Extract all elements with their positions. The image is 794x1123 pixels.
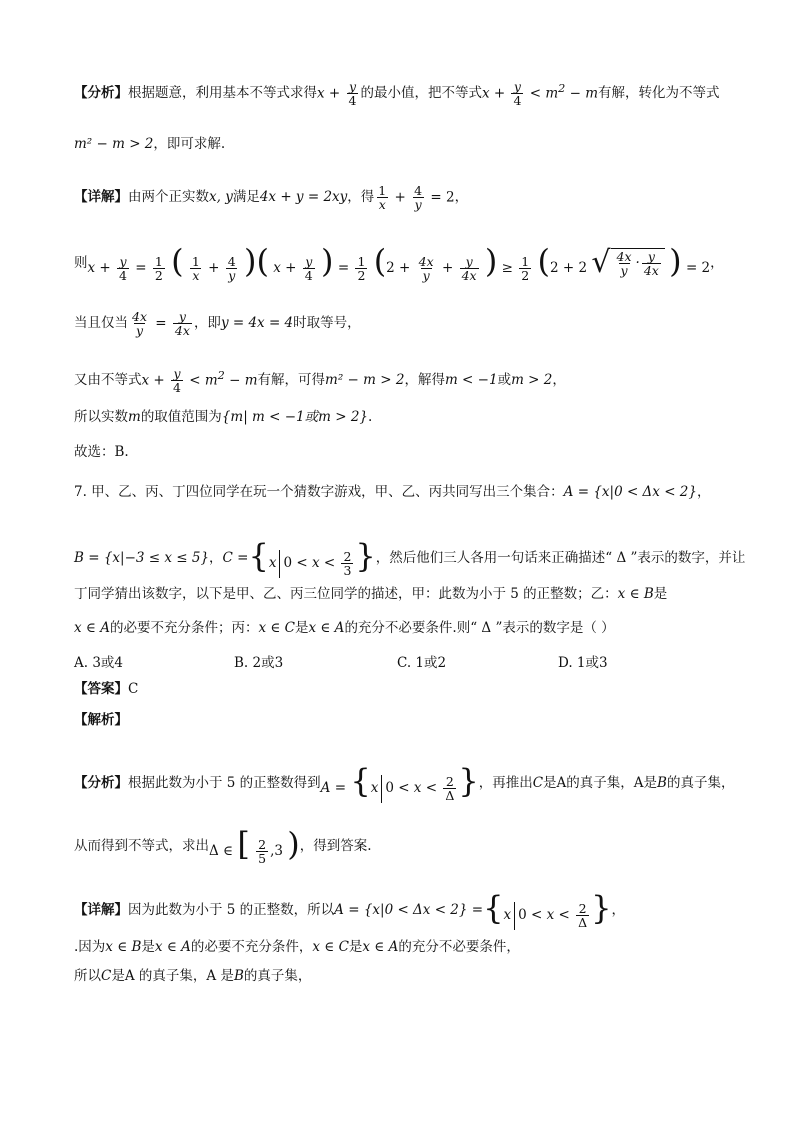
math-expr: x + $\frac{y}{4}$ < $m^2 - m$	[141, 366, 258, 396]
math-expr: x ∈ A	[308, 620, 345, 636]
text: 的最小值，把不等式	[360, 85, 482, 102]
text: 有解，可得	[257, 372, 326, 389]
text: 是	[348, 939, 363, 955]
math-expr: x ∈ C	[312, 939, 349, 955]
text: 的取值范围为	[140, 409, 222, 425]
text: ，再推出	[478, 775, 533, 791]
detail-q7-line-1	[74, 889, 734, 930]
math-expr: x ∈ C	[258, 620, 295, 636]
detail-line-2	[74, 242, 734, 283]
math-expr: x ∈ B	[105, 939, 142, 955]
math-expr: A = {x|0 < Δx < 2}	[563, 484, 697, 500]
math-expr: {m| m < −1或m > 2}	[221, 409, 369, 425]
option-d: D. 1或3	[558, 655, 608, 671]
math-expr: x + $\frac{y}{4}$ < $m^2 - m$	[481, 79, 599, 109]
math-expr: B	[233, 968, 244, 984]
option-a: A. 3或4	[74, 655, 124, 671]
text: 是	[294, 620, 309, 636]
answer-line	[74, 683, 734, 697]
option-c: C. 1或2	[397, 655, 447, 671]
analysis-line-1	[74, 80, 734, 108]
analysis-q7-line-1	[74, 762, 735, 803]
text: 满足	[232, 189, 260, 206]
detail-line-4	[74, 367, 734, 395]
math-expr: {x 0 < x < $\frac{2}{\Delta}$ }	[483, 889, 612, 930]
text: 所以	[74, 968, 101, 984]
text: 7. 甲、乙、丙、丁四位同学在玩一个猜数字游戏，甲、乙、丙共同写出三个集合：	[74, 484, 564, 500]
math-expr: m > 2	[511, 372, 553, 389]
explanation-tag: 【解析】	[74, 712, 128, 728]
math-expr: x + $\frac{y}{4}$ = $\frac{1}{2}$ ( $\frac{1}{x}$ + $\frac{4}{y}$ )( x + $\frac{y}{4}$ ) = $\frac{1}{2}$ (2 + $\frac{4x}{y}$ + $\frac{y}{4x}$ ) ≥ $\frac{1}{2}$ (2 + 2 √ $\frac{4x}{y}$ · $\frac{y}{4x}$ ) = 2	[87, 242, 711, 283]
question-7-line-4	[74, 622, 734, 636]
text: 根据此数为小于 5 的正整数得到	[128, 775, 321, 791]
text: 的充分不必要条件.则“ Δ ”表示的数字是（ ）	[344, 620, 615, 636]
explanation-tag-line	[74, 714, 734, 728]
text: 丁同学猜出该数字，以下是甲、乙、丙三位同学的描述，甲：此数为小于 5 的正整数；乙：	[74, 586, 618, 602]
text: 则	[74, 254, 88, 271]
math-expr: 4x + y = 2xy	[259, 189, 348, 206]
option-b: B. 2或3	[234, 655, 284, 671]
math-expr: m² − m > 2	[325, 372, 405, 389]
text: 又由不等式	[74, 372, 142, 389]
text: ，得到答案.	[299, 837, 372, 854]
analysis-q7-line-2	[74, 825, 734, 866]
text: ，	[611, 902, 625, 918]
analysis-tag: 【分析】	[74, 775, 128, 791]
math-expr: y = 4x = 4	[220, 315, 294, 332]
math-expr: C	[532, 775, 544, 791]
detail-line-5	[74, 411, 734, 425]
text: 所以实数	[74, 409, 128, 425]
text: 从而得到不等式，求出	[74, 837, 209, 854]
text: ，得	[347, 189, 375, 206]
math-expr: x ∈ B	[617, 586, 654, 602]
text: ，	[710, 254, 724, 271]
math-expr: B	[657, 775, 667, 791]
math-expr: A = {x 0 < x < $\frac{2}{\Delta}$ }	[320, 762, 479, 803]
text: 是	[141, 939, 155, 955]
text: 因为此数为小于 5 的正整数，所以	[128, 902, 335, 918]
detail-q7-line-3	[74, 970, 734, 984]
text: 由两个正实数	[128, 189, 209, 206]
math-expr: x + $\frac{y}{4}$	[317, 79, 357, 109]
text: ，然后他们三人各用一句话来正确描述“ Δ ”表示的数字，并让	[375, 550, 746, 566]
math-expr: C	[101, 968, 112, 984]
text: 的必要不充分条件；丙：	[109, 620, 259, 636]
analysis-tag: 【分析】	[74, 85, 128, 102]
question-7-line-3	[74, 588, 734, 602]
detail-q7-line-2	[74, 941, 734, 955]
math-expr: {x 0 < x < $\frac{2}{3}$ }	[248, 537, 376, 578]
text: ，	[552, 372, 566, 389]
detail-line-3	[74, 310, 734, 338]
math-expr: A = {x|0 < Δx < 2} =	[334, 902, 484, 918]
math-expr: m	[128, 409, 141, 425]
math-expr: x ∈ A	[362, 939, 399, 955]
text: 是	[653, 586, 668, 602]
math-expr: m² − m > 2	[74, 136, 154, 152]
math-expr: Δ ∈ [ $\frac{2}{5}$ ,3 )	[209, 825, 300, 866]
text: ，即可求解.	[153, 136, 226, 152]
conclusion-line	[74, 446, 734, 460]
detail-line-1	[74, 184, 734, 212]
text: 是A 的真子集，A 是	[111, 968, 234, 984]
text: 或	[497, 372, 512, 389]
math-expr: B = {x|−3 ≤ x ≤ 5}	[74, 550, 210, 566]
text: 有解，转化为不等式	[598, 85, 720, 102]
answer-tag: 【答案】	[74, 681, 128, 697]
math-expr: C =	[222, 550, 249, 566]
text: 故选：B.	[74, 444, 129, 460]
analysis-line-2	[74, 138, 734, 152]
text: ，解得	[404, 372, 445, 389]
math-expr: x ∈ A	[74, 620, 110, 636]
text: 根据题意，利用基本不等式求得	[128, 85, 317, 102]
question-7-line-2	[74, 537, 746, 578]
text: ，即	[193, 315, 221, 332]
math-expr: x ∈ A	[154, 939, 191, 955]
text: 的充分不必要条件，	[398, 939, 520, 955]
text: ，	[209, 550, 223, 566]
text: .	[368, 409, 373, 425]
question-7-line-1	[74, 486, 734, 500]
math-expr: m < −1	[444, 372, 498, 389]
text: 是A的真子集，A是	[543, 775, 658, 791]
text: 当且仅当	[74, 315, 128, 332]
text: 的必要不充分条件，	[190, 939, 313, 955]
math-expr: x, y	[209, 189, 233, 206]
answer-value: C	[128, 681, 139, 697]
math-expr: $\frac{1}{x}$ + $\frac{4}{y}$ = 2	[378, 183, 455, 213]
text: 时取等号，	[293, 315, 361, 332]
text: 的真子集，	[666, 775, 735, 791]
text: .因为	[74, 939, 106, 955]
text: ，	[696, 484, 711, 500]
text: 的真子集，	[243, 968, 312, 984]
detail-tag: 【详解】	[74, 902, 128, 918]
detail-tag: 【详解】	[74, 189, 128, 206]
math-expr: $\frac{4x}{y}$ = $\frac{y}{4x}$	[132, 309, 190, 339]
text: ，	[454, 189, 469, 206]
